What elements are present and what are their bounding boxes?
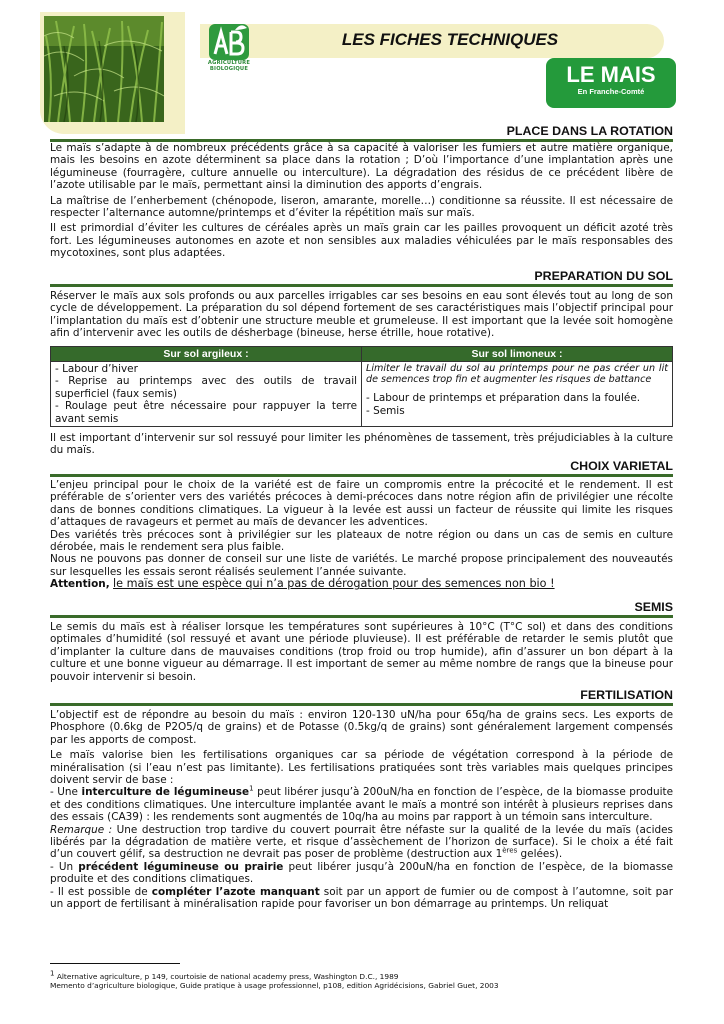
footnotes [50,969,673,990]
footnote-2: Memento d’agriculture biologique, Guide pratique à usage professionnel, p108, edition Agridécisions, Gabriel Guet, 2003 [50,981,499,990]
footnote-ref: 1 [249,784,254,793]
section-heading-rotation: PLACE DANS LA ROTATION [50,124,673,142]
attention-text: le maïs est une espèce qui n’a pas de dérogation pour des semences non bio ! [113,577,555,591]
attention-line [50,578,673,590]
paragraph: Des variétés très précoces sont à privilégier sur les plateaux de notre région ou dans un cas de semis en culture dérobée, mais le rendement sera plus faible. [50,528,673,554]
text-run: - Un [50,860,79,873]
paragraph: Réserver le maïs aux sols profonds ou aux parcelles irrigables car ses besoins en eau sont élevés tout au long de son cycle de développement. La préparation du sol dépend fortement de ses caractéristiques mais l’objectif principal pour l’implantation du maïs est d’obtenir une structure meuble et grumeleuse. Il est important que la levée soit homogène afin d’intervenir avec les outils de désherbage (bineuse, herse étrille, houe rotative). [50,290,673,340]
paragraph: La maîtrise de l’enherbement (chénopode, liseron, amarante, morelle…) conditionne sa réussite. Il est nécessaire de respecter l’alternance automne/printemps et d’éviter la répétition maïs sur maïs. [50,194,673,220]
section-heading-fertilisation: FERTILISATION [50,688,673,706]
table-cell-clay [51,362,362,427]
table-header-clay: Sur sol argileux : [51,347,362,362]
table-row [51,362,673,427]
text-run: peut libérer jusqu’à 200uN/ha en fonction de l’espèce, de la biomasse produite et des conditions climatiques. [50,860,673,886]
paragraph: Nous ne pouvons pas donner de conseil sur une liste de variétés. Le marché propose principalement des nouveautés sur lesquelles les essais seront réalisés seulement l’année suivante. [50,553,673,578]
corn-field-photo [44,16,164,122]
remark [50,824,673,861]
list-item: - Labour de printemps et préparation dans la foulée. [366,392,641,405]
list-item: - Labour d’hiver [55,363,138,375]
ab-logo-caption [200,60,258,72]
text-run: soit par un apport de fumier ou de compost à l’automne, soit par un apport de fertilisant à minéralisation rapide pour favoriser un bon démarrage au printemps. Un reliquat [50,885,673,911]
logo-caption-line: BIOLOGIQUE [209,66,249,72]
page-title: LES FICHES TECHNIQUES [341,30,559,49]
badge-title: LE MAIS [566,62,656,87]
paragraph: Il est important d’intervenir sur sol ressuyé pour limiter les phénomènes de tassement, très préjudiciables à la culture du maïs. [50,432,673,457]
logo-caption-line: AGRICULTURE [207,60,251,66]
paragraph: Le maïs valorise bien les fertilisations organiques car sa période de végétation correspond à la période de minéralisation (si l’eau n’est pas limitante). Les fertilisations pratiquées sont très variables mais quelques principes doivent servir de base : [50,749,673,787]
bold-term: précédent légumineuse ou prairie [78,860,284,873]
attention-label: Attention, [50,578,110,591]
remark-label: Remarque : [50,823,113,836]
footnote-divider [50,963,180,964]
section-heading-soil: PREPARATION DU SOL [50,269,673,287]
section-body-soil [50,290,673,340]
paragraph: Le semis du maïs est à réaliser lorsque les températures sont supérieures à 10°C (T°C sol) et dans des conditions optimales d’humidité (sol ressuyé et avant une période pluvieuse). Il est préférable de retarder le semis plutôt que d’implanter la culture dans de mauvaises conditions (trop froid ou trop humide), afin d’assurer un bon départ à la culture et une bonne vigueur au démarrage. Il est important de semer au même nombre de rangs que la bineuse pour pouvoir intervenir si besoin. [50,621,673,683]
bullet-complement [50,886,673,911]
crop-badge [546,58,676,108]
soil-table [50,346,673,427]
section-body-rotation [50,142,673,260]
paragraph: Le maïs s’adapte à de nombreux précédents grâce à sa capacité à valoriser les fumiers et autre matière organique, mais les besoins en azote déterminent sa place dans la rotation ; D’où l’importance d’une implantation après une légumineuse (fourragère, culture annuelle ou interculture). La dégradation des résidus de ce précédent libère de l’azote utilisable par le maïs, permettant ainsi la diminution des apports d’engrais. [50,142,673,192]
text-run: Une destruction trop tardive du couvert pourrait être néfaste sur la qualité de la levée du maïs (acides libérés par la dégradation de matière verte, et risque d’assèchement de l’horizon de surface). Si le choix a été fait d’un couvert gélif, sa destruction ne devrait pas poser de problème (destruction aux 1 [50,823,673,861]
text-run: peut libérer jusqu’à 200uN/ha en fonction de l’espèce, de la biomasse produite et des conditions climatiques. Une interculture implantée avant le maïs a montré son intérêt à plusieurs reprises dans des essais (CA39) : les rendements sont augmentés de 10q/ha au moins par rapport à un témoin sans interculture. [50,786,674,824]
bullet-interculture [50,786,673,823]
table-note: Limiter le travail du sol au printemps pour ne pas créer un lit de semences trop fin et augmenter les risques de battance [366,363,668,386]
section-body-fertilisation [50,709,673,911]
list-item: - Reprise au printemps avec des outils de travail superficiel (faux semis) [55,375,357,400]
list-item: - Semis [366,404,405,417]
bold-term: interculture de légumineuse [81,786,250,799]
table-cell-silt [362,362,673,427]
section-heading-sowing: SEMIS [50,600,673,618]
section-body-soil-end [50,432,673,457]
section-heading-variety: CHOIX VARIETAL [50,459,673,477]
bold-term: compléter l’azote manquant [151,885,320,898]
text-run: - Il est possible de [50,885,152,898]
list-item: - Roulage peut être nécessaire pour rappuyer la terre avant semis [55,400,357,425]
badge-subtitle: En Franche-Comté [577,87,645,96]
footnote-1 [50,969,673,981]
table-header-row [51,347,673,362]
text-run: - Une [50,786,82,799]
section-body-sowing [50,621,673,683]
section-body-variety [50,479,673,591]
footnote-number: 1 [50,969,55,978]
table-header-silt: Sur sol limoneux : [362,347,673,362]
paragraph: L’enjeu principal pour le choix de la variété est de faire un compromis entre la précocité et le rendement. Il est préférable de s’orienter vers des variétés précoces à demi-précoces dans notre région afin de privilégier une récolte dans de bonnes conditions climatiques. La vigueur à la levée est aussi un facteur de réussite qui limite les risques d’attaques de ravageurs et permet au maïs de devancer les adventices. [50,479,673,529]
superscript: ères [502,846,518,855]
bullet-precedent [50,861,673,886]
text-run: gelées). [517,848,563,861]
paragraph: L’objectif est de répondre au besoin du maïs : environ 120-130 uN/ha pour 65q/ha de grains secs. Les exports de Phosphore (0.6kg de P2O5/q de grains) et de Potasse (0.5kg/q de grains) sont généralement largement compensés par les apports de compost. [50,709,673,746]
paragraph: Il est primordial d’éviter les cultures de céréales après un maïs grain car les pailles provoquent un déficit azoté très fort. Les légumineuses autonomes en azote et non sensibles aux maladies véhiculées par le maïs responsables des mycotoxines, sont plus adaptées. [50,222,673,260]
footnote-text: Alternative agriculture, p 149, courtoisie de national academy press, Washington D.C., 1989 [54,972,399,981]
